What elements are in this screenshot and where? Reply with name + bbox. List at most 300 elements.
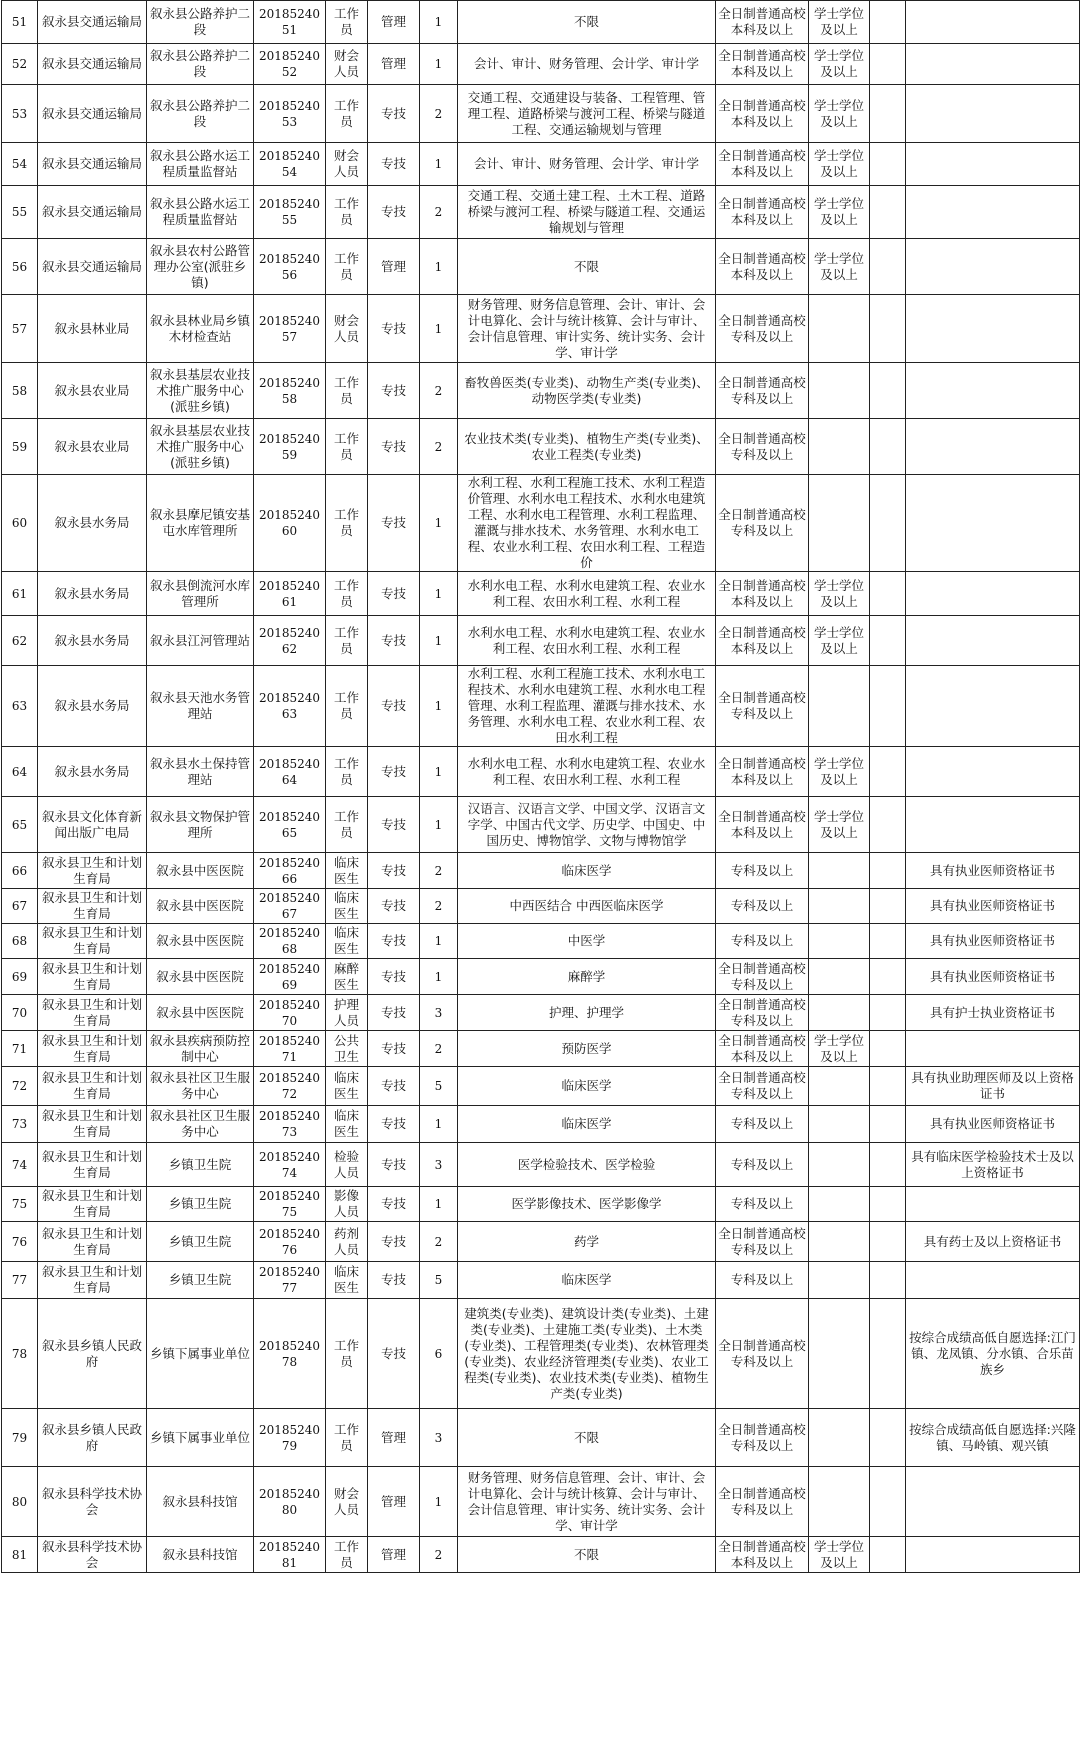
position-type: 专技 bbox=[368, 959, 420, 995]
row-number: 60 bbox=[2, 475, 38, 572]
degree-requirement: 学士学位及以上 bbox=[809, 1537, 870, 1573]
position-type: 专技 bbox=[368, 572, 420, 616]
unit-name: 叙永县中医医院 bbox=[147, 889, 254, 924]
table-row bbox=[2, 1537, 1080, 1573]
major-requirement: 财务管理、财务信息管理、会计、审计、会计电算化、会计与统计核算、会计与审计、会计信息管理、审计实务、统计实务、会计学、审计学 bbox=[458, 1467, 716, 1537]
position-name: 工作员 bbox=[326, 475, 368, 572]
row-number: 56 bbox=[2, 239, 38, 295]
blank-cell bbox=[870, 1299, 906, 1409]
position-code: 2018524081 bbox=[254, 1537, 326, 1573]
department-name: 叙永县卫生和计划生育局 bbox=[38, 853, 147, 889]
position-type: 专技 bbox=[368, 1067, 420, 1106]
table-row bbox=[2, 572, 1080, 616]
blank-cell bbox=[870, 1409, 906, 1467]
unit-name: 乡镇卫生院 bbox=[147, 1222, 254, 1262]
degree-requirement bbox=[809, 1262, 870, 1299]
department-name: 叙永县科学技术协会 bbox=[38, 1467, 147, 1537]
position-type: 管理 bbox=[368, 44, 420, 85]
position-name: 工作员 bbox=[326, 1409, 368, 1467]
hire-count: 2 bbox=[420, 889, 458, 924]
department-name: 叙永县水务局 bbox=[38, 572, 147, 616]
position-code: 2018524067 bbox=[254, 889, 326, 924]
education-requirement: 专科及以上 bbox=[716, 1143, 809, 1187]
department-name: 叙永县卫生和计划生育局 bbox=[38, 1067, 147, 1106]
position-name: 临床医生 bbox=[326, 889, 368, 924]
position-name: 工作员 bbox=[326, 616, 368, 666]
degree-requirement bbox=[809, 666, 870, 747]
other-requirement: 具有执业医师资格证书 bbox=[906, 889, 1080, 924]
hire-count: 2 bbox=[420, 853, 458, 889]
position-code: 2018524075 bbox=[254, 1187, 326, 1222]
other-requirement bbox=[906, 186, 1080, 239]
education-requirement: 专科及以上 bbox=[716, 889, 809, 924]
position-type: 专技 bbox=[368, 85, 420, 143]
table-row bbox=[2, 1222, 1080, 1262]
position-name: 工作员 bbox=[326, 239, 368, 295]
table-row bbox=[2, 1262, 1080, 1299]
education-requirement: 全日制普通高校本科及以上 bbox=[716, 572, 809, 616]
major-requirement: 水利水电工程、水利水电建筑工程、农业水利工程、农田水利工程、水利工程 bbox=[458, 747, 716, 797]
row-number: 69 bbox=[2, 959, 38, 995]
position-type: 专技 bbox=[368, 1143, 420, 1187]
other-requirement bbox=[906, 419, 1080, 475]
hire-count: 2 bbox=[420, 1537, 458, 1573]
blank-cell bbox=[870, 853, 906, 889]
position-type: 专技 bbox=[368, 666, 420, 747]
unit-name: 叙永县中医医院 bbox=[147, 959, 254, 995]
hire-count: 1 bbox=[420, 666, 458, 747]
hire-count: 2 bbox=[420, 1222, 458, 1262]
other-requirement: 具有执业助理医师及以上资格证书 bbox=[906, 1067, 1080, 1106]
row-number: 59 bbox=[2, 419, 38, 475]
education-requirement: 全日制普通高校本科及以上 bbox=[716, 616, 809, 666]
position-name: 工作员 bbox=[326, 666, 368, 747]
department-name: 叙永县水务局 bbox=[38, 666, 147, 747]
other-requirement: 按综合成绩高低自愿选择:兴隆镇、马岭镇、观兴镇 bbox=[906, 1409, 1080, 1467]
blank-cell bbox=[870, 1, 906, 44]
other-requirement: 按综合成绩高低自愿选择:江门镇、龙凤镇、分水镇、合乐苗族乡 bbox=[906, 1299, 1080, 1409]
department-name: 叙永县卫生和计划生育局 bbox=[38, 1222, 147, 1262]
degree-requirement: 学士学位及以上 bbox=[809, 1031, 870, 1067]
major-requirement: 水利水电工程、水利水电建筑工程、农业水利工程、农田水利工程、水利工程 bbox=[458, 616, 716, 666]
position-code: 2018524052 bbox=[254, 44, 326, 85]
blank-cell bbox=[870, 85, 906, 143]
row-number: 68 bbox=[2, 924, 38, 959]
education-requirement: 全日制普通高校专科及以上 bbox=[716, 959, 809, 995]
other-requirement: 具有执业医师资格证书 bbox=[906, 959, 1080, 995]
unit-name: 叙永县科技馆 bbox=[147, 1537, 254, 1573]
major-requirement: 不限 bbox=[458, 1409, 716, 1467]
other-requirement bbox=[906, 1537, 1080, 1573]
table-row bbox=[2, 1143, 1080, 1187]
position-type: 专技 bbox=[368, 186, 420, 239]
row-number: 63 bbox=[2, 666, 38, 747]
position-name: 工作员 bbox=[326, 85, 368, 143]
hire-count: 1 bbox=[420, 959, 458, 995]
position-type: 专技 bbox=[368, 616, 420, 666]
row-number: 67 bbox=[2, 889, 38, 924]
position-code: 2018524054 bbox=[254, 143, 326, 186]
major-requirement: 医学检验技术、医学检验 bbox=[458, 1143, 716, 1187]
major-requirement: 药学 bbox=[458, 1222, 716, 1262]
major-requirement: 水利工程、水利工程施工技术、水利水电工程技术、水利水电建筑工程、水利水电工程管理、水利工程监理、灌溉与排水技术、水务管理、水利水电工程、农业水利工程、农田水利工程 bbox=[458, 666, 716, 747]
table-row bbox=[2, 924, 1080, 959]
department-name: 叙永县农业局 bbox=[38, 363, 147, 419]
position-name: 工作员 bbox=[326, 186, 368, 239]
position-code: 2018524066 bbox=[254, 853, 326, 889]
degree-requirement: 学士学位及以上 bbox=[809, 85, 870, 143]
unit-name: 叙永县公路养护二段 bbox=[147, 1, 254, 44]
degree-requirement bbox=[809, 1067, 870, 1106]
position-type: 专技 bbox=[368, 797, 420, 853]
hire-count: 1 bbox=[420, 1, 458, 44]
department-name: 叙永县交通运输局 bbox=[38, 1, 147, 44]
unit-name: 叙永县社区卫生服务中心 bbox=[147, 1067, 254, 1106]
job-table-container bbox=[1, 0, 1079, 1573]
hire-count: 1 bbox=[420, 747, 458, 797]
major-requirement: 汉语言、汉语言文学、中国文学、汉语言文字学、中国古代文学、历史学、中国史、中国历史、博物馆学、文物与博物馆学 bbox=[458, 797, 716, 853]
row-number: 71 bbox=[2, 1031, 38, 1067]
position-code: 2018524079 bbox=[254, 1409, 326, 1467]
education-requirement: 专科及以上 bbox=[716, 1187, 809, 1222]
row-number: 58 bbox=[2, 363, 38, 419]
degree-requirement bbox=[809, 1467, 870, 1537]
department-name: 叙永县卫生和计划生育局 bbox=[38, 1143, 147, 1187]
table-row bbox=[2, 616, 1080, 666]
education-requirement: 全日制普通高校本科及以上 bbox=[716, 143, 809, 186]
degree-requirement bbox=[809, 1409, 870, 1467]
hire-count: 1 bbox=[420, 616, 458, 666]
degree-requirement bbox=[809, 1143, 870, 1187]
position-name: 工作员 bbox=[326, 363, 368, 419]
position-code: 2018524074 bbox=[254, 1143, 326, 1187]
major-requirement: 不限 bbox=[458, 1537, 716, 1573]
position-name: 工作员 bbox=[326, 1299, 368, 1409]
table-row bbox=[2, 797, 1080, 853]
row-number: 74 bbox=[2, 1143, 38, 1187]
education-requirement: 全日制普通高校专科及以上 bbox=[716, 1409, 809, 1467]
position-type: 专技 bbox=[368, 475, 420, 572]
blank-cell bbox=[870, 1222, 906, 1262]
unit-name: 叙永县江河管理站 bbox=[147, 616, 254, 666]
major-requirement: 麻醉学 bbox=[458, 959, 716, 995]
degree-requirement: 学士学位及以上 bbox=[809, 239, 870, 295]
hire-count: 1 bbox=[420, 924, 458, 959]
education-requirement: 全日制普通高校本科及以上 bbox=[716, 797, 809, 853]
unit-name: 叙永县倒流河水库管理所 bbox=[147, 572, 254, 616]
row-number: 65 bbox=[2, 797, 38, 853]
position-type: 管理 bbox=[368, 1537, 420, 1573]
degree-requirement: 学士学位及以上 bbox=[809, 616, 870, 666]
department-name: 叙永县卫生和计划生育局 bbox=[38, 959, 147, 995]
degree-requirement bbox=[809, 889, 870, 924]
degree-requirement bbox=[809, 363, 870, 419]
education-requirement: 全日制普通高校本科及以上 bbox=[716, 1031, 809, 1067]
major-requirement: 不限 bbox=[458, 1, 716, 44]
unit-name: 叙永县农村公路管理办公室(派驻乡镇) bbox=[147, 239, 254, 295]
major-requirement: 水利工程、水利工程施工技术、水利工程造价管理、水利水电工程技术、水利水电建筑工程、水利水电工程管理、水利工程监理、灌溉与排水技术、水务管理、水利水电工程、农业水利工程、农田水利工程、工程造价 bbox=[458, 475, 716, 572]
hire-count: 1 bbox=[420, 572, 458, 616]
row-number: 55 bbox=[2, 186, 38, 239]
hire-count: 1 bbox=[420, 1187, 458, 1222]
table-row bbox=[2, 1106, 1080, 1143]
education-requirement: 全日制普通高校本科及以上 bbox=[716, 186, 809, 239]
position-name: 临床医生 bbox=[326, 1106, 368, 1143]
blank-cell bbox=[870, 419, 906, 475]
table-body bbox=[2, 1, 1080, 1573]
other-requirement bbox=[906, 85, 1080, 143]
row-number: 80 bbox=[2, 1467, 38, 1537]
other-requirement bbox=[906, 666, 1080, 747]
department-name: 叙永县交通运输局 bbox=[38, 239, 147, 295]
department-name: 叙永县文化体育新闻出版广电局 bbox=[38, 797, 147, 853]
major-requirement: 中医学 bbox=[458, 924, 716, 959]
blank-cell bbox=[870, 1467, 906, 1537]
unit-name: 乡镇卫生院 bbox=[147, 1262, 254, 1299]
other-requirement bbox=[906, 363, 1080, 419]
position-type: 专技 bbox=[368, 747, 420, 797]
department-name: 叙永县卫生和计划生育局 bbox=[38, 889, 147, 924]
position-code: 2018524068 bbox=[254, 924, 326, 959]
position-name: 工作员 bbox=[326, 1537, 368, 1573]
blank-cell bbox=[870, 186, 906, 239]
education-requirement: 专科及以上 bbox=[716, 1262, 809, 1299]
degree-requirement bbox=[809, 924, 870, 959]
position-code: 2018524055 bbox=[254, 186, 326, 239]
unit-name: 叙永县公路养护二段 bbox=[147, 44, 254, 85]
blank-cell bbox=[870, 475, 906, 572]
row-number: 81 bbox=[2, 1537, 38, 1573]
hire-count: 1 bbox=[420, 44, 458, 85]
degree-requirement bbox=[809, 959, 870, 995]
major-requirement: 中西医结合 中西医临床医学 bbox=[458, 889, 716, 924]
position-name: 财会人员 bbox=[326, 1467, 368, 1537]
position-name: 工作员 bbox=[326, 572, 368, 616]
other-requirement: 具有执业医师资格证书 bbox=[906, 1106, 1080, 1143]
table-row bbox=[2, 1031, 1080, 1067]
row-number: 57 bbox=[2, 295, 38, 363]
hire-count: 1 bbox=[420, 295, 458, 363]
degree-requirement bbox=[809, 1299, 870, 1409]
row-number: 64 bbox=[2, 747, 38, 797]
unit-name: 叙永县基层农业技术推广服务中心(派驻乡镇) bbox=[147, 419, 254, 475]
hire-count: 3 bbox=[420, 995, 458, 1031]
major-requirement: 预防医学 bbox=[458, 1031, 716, 1067]
position-code: 2018524072 bbox=[254, 1067, 326, 1106]
table-row bbox=[2, 85, 1080, 143]
position-code: 2018524076 bbox=[254, 1222, 326, 1262]
hire-count: 2 bbox=[420, 363, 458, 419]
education-requirement: 全日制普通高校本科及以上 bbox=[716, 239, 809, 295]
position-name: 临床医生 bbox=[326, 1262, 368, 1299]
table-row bbox=[2, 239, 1080, 295]
position-name: 财会人员 bbox=[326, 295, 368, 363]
position-code: 2018524059 bbox=[254, 419, 326, 475]
job-listing-table bbox=[1, 0, 1080, 1573]
department-name: 叙永县乡镇人民政府 bbox=[38, 1299, 147, 1409]
blank-cell bbox=[870, 924, 906, 959]
row-number: 78 bbox=[2, 1299, 38, 1409]
row-number: 76 bbox=[2, 1222, 38, 1262]
major-requirement: 护理、护理学 bbox=[458, 995, 716, 1031]
table-row bbox=[2, 1409, 1080, 1467]
position-type: 专技 bbox=[368, 995, 420, 1031]
position-code: 2018524061 bbox=[254, 572, 326, 616]
other-requirement bbox=[906, 239, 1080, 295]
unit-name: 叙永县社区卫生服务中心 bbox=[147, 1106, 254, 1143]
blank-cell bbox=[870, 44, 906, 85]
education-requirement: 全日制普通高校本科及以上 bbox=[716, 1, 809, 44]
table-row bbox=[2, 295, 1080, 363]
hire-count: 2 bbox=[420, 85, 458, 143]
unit-name: 叙永县基层农业技术推广服务中心(派驻乡镇) bbox=[147, 363, 254, 419]
degree-requirement: 学士学位及以上 bbox=[809, 1, 870, 44]
degree-requirement bbox=[809, 995, 870, 1031]
unit-name: 叙永县中医医院 bbox=[147, 995, 254, 1031]
position-name: 药剂人员 bbox=[326, 1222, 368, 1262]
major-requirement: 不限 bbox=[458, 239, 716, 295]
row-number: 62 bbox=[2, 616, 38, 666]
department-name: 叙永县乡镇人民政府 bbox=[38, 1409, 147, 1467]
unit-name: 叙永县公路养护二段 bbox=[147, 85, 254, 143]
hire-count: 5 bbox=[420, 1067, 458, 1106]
table-row bbox=[2, 1, 1080, 44]
other-requirement: 具有护士执业资格证书 bbox=[906, 995, 1080, 1031]
blank-cell bbox=[870, 1187, 906, 1222]
position-name: 临床医生 bbox=[326, 1067, 368, 1106]
table-row bbox=[2, 1187, 1080, 1222]
department-name: 叙永县卫生和计划生育局 bbox=[38, 1187, 147, 1222]
department-name: 叙永县卫生和计划生育局 bbox=[38, 1031, 147, 1067]
table-row bbox=[2, 889, 1080, 924]
position-type: 专技 bbox=[368, 1187, 420, 1222]
row-number: 52 bbox=[2, 44, 38, 85]
department-name: 叙永县卫生和计划生育局 bbox=[38, 1262, 147, 1299]
position-type: 管理 bbox=[368, 1409, 420, 1467]
position-name: 工作员 bbox=[326, 747, 368, 797]
position-code: 2018524078 bbox=[254, 1299, 326, 1409]
position-name: 工作员 bbox=[326, 797, 368, 853]
position-code: 2018524064 bbox=[254, 747, 326, 797]
hire-count: 6 bbox=[420, 1299, 458, 1409]
major-requirement: 农业技术类(专业类)、植物生产类(专业类)、农业工程类(专业类) bbox=[458, 419, 716, 475]
department-name: 叙永县科学技术协会 bbox=[38, 1537, 147, 1573]
unit-name: 叙永县中医医院 bbox=[147, 853, 254, 889]
education-requirement: 全日制普通高校专科及以上 bbox=[716, 363, 809, 419]
degree-requirement bbox=[809, 853, 870, 889]
blank-cell bbox=[870, 295, 906, 363]
blank-cell bbox=[870, 1067, 906, 1106]
position-type: 管理 bbox=[368, 1, 420, 44]
position-code: 2018524071 bbox=[254, 1031, 326, 1067]
table-row bbox=[2, 143, 1080, 186]
major-requirement: 水利水电工程、水利水电建筑工程、农业水利工程、农田水利工程、水利工程 bbox=[458, 572, 716, 616]
position-code: 2018524070 bbox=[254, 995, 326, 1031]
education-requirement: 全日制普通高校本科及以上 bbox=[716, 1537, 809, 1573]
unit-name: 叙永县天池水务管理站 bbox=[147, 666, 254, 747]
department-name: 叙永县交通运输局 bbox=[38, 143, 147, 186]
education-requirement: 全日制普通高校本科及以上 bbox=[716, 85, 809, 143]
position-code: 2018524062 bbox=[254, 616, 326, 666]
position-name: 影像人员 bbox=[326, 1187, 368, 1222]
unit-name: 叙永县林业局乡镇木材检查站 bbox=[147, 295, 254, 363]
other-requirement: 具有临床医学检验技术士及以上资格证书 bbox=[906, 1143, 1080, 1187]
position-code: 2018524053 bbox=[254, 85, 326, 143]
hire-count: 2 bbox=[420, 419, 458, 475]
hire-count: 3 bbox=[420, 1409, 458, 1467]
education-requirement: 全日制普通高校专科及以上 bbox=[716, 1467, 809, 1537]
hire-count: 3 bbox=[420, 1143, 458, 1187]
position-name: 财会人员 bbox=[326, 44, 368, 85]
position-name: 工作员 bbox=[326, 419, 368, 475]
unit-name: 乡镇卫生院 bbox=[147, 1187, 254, 1222]
other-requirement bbox=[906, 616, 1080, 666]
blank-cell bbox=[870, 747, 906, 797]
blank-cell bbox=[870, 1143, 906, 1187]
department-name: 叙永县交通运输局 bbox=[38, 44, 147, 85]
table-row bbox=[2, 853, 1080, 889]
hire-count: 2 bbox=[420, 1031, 458, 1067]
blank-cell bbox=[870, 143, 906, 186]
row-number: 51 bbox=[2, 1, 38, 44]
position-type: 管理 bbox=[368, 239, 420, 295]
department-name: 叙永县交通运输局 bbox=[38, 85, 147, 143]
position-type: 专技 bbox=[368, 1262, 420, 1299]
blank-cell bbox=[870, 1106, 906, 1143]
table-row bbox=[2, 44, 1080, 85]
other-requirement bbox=[906, 1262, 1080, 1299]
other-requirement bbox=[906, 747, 1080, 797]
degree-requirement: 学士学位及以上 bbox=[809, 186, 870, 239]
other-requirement bbox=[906, 1031, 1080, 1067]
position-type: 专技 bbox=[368, 1222, 420, 1262]
degree-requirement: 学士学位及以上 bbox=[809, 747, 870, 797]
table-row bbox=[2, 666, 1080, 747]
position-type: 专技 bbox=[368, 1106, 420, 1143]
blank-cell bbox=[870, 1537, 906, 1573]
hire-count: 1 bbox=[420, 239, 458, 295]
education-requirement: 全日制普通高校专科及以上 bbox=[716, 1222, 809, 1262]
row-number: 73 bbox=[2, 1106, 38, 1143]
degree-requirement: 学士学位及以上 bbox=[809, 143, 870, 186]
education-requirement: 全日制普通高校本科及以上 bbox=[716, 747, 809, 797]
position-type: 专技 bbox=[368, 419, 420, 475]
blank-cell bbox=[870, 889, 906, 924]
department-name: 叙永县卫生和计划生育局 bbox=[38, 924, 147, 959]
position-name: 公共卫生 bbox=[326, 1031, 368, 1067]
hire-count: 2 bbox=[420, 186, 458, 239]
major-requirement: 临床医学 bbox=[458, 1262, 716, 1299]
major-requirement: 交通工程、交通建设与装备、工程管理、管理工程、道路桥梁与渡河工程、桥梁与隧道工程、交通运输规划与管理 bbox=[458, 85, 716, 143]
position-code: 2018524057 bbox=[254, 295, 326, 363]
position-name: 麻醉医生 bbox=[326, 959, 368, 995]
table-row bbox=[2, 419, 1080, 475]
table-row bbox=[2, 475, 1080, 572]
major-requirement: 临床医学 bbox=[458, 1067, 716, 1106]
position-code: 2018524069 bbox=[254, 959, 326, 995]
education-requirement: 全日制普通高校专科及以上 bbox=[716, 1067, 809, 1106]
other-requirement bbox=[906, 572, 1080, 616]
department-name: 叙永县水务局 bbox=[38, 616, 147, 666]
other-requirement: 具有执业医师资格证书 bbox=[906, 924, 1080, 959]
degree-requirement: 学士学位及以上 bbox=[809, 44, 870, 85]
row-number: 70 bbox=[2, 995, 38, 1031]
education-requirement: 专科及以上 bbox=[716, 1106, 809, 1143]
row-number: 66 bbox=[2, 853, 38, 889]
education-requirement: 全日制普通高校专科及以上 bbox=[716, 1299, 809, 1409]
table-row bbox=[2, 959, 1080, 995]
other-requirement bbox=[906, 44, 1080, 85]
